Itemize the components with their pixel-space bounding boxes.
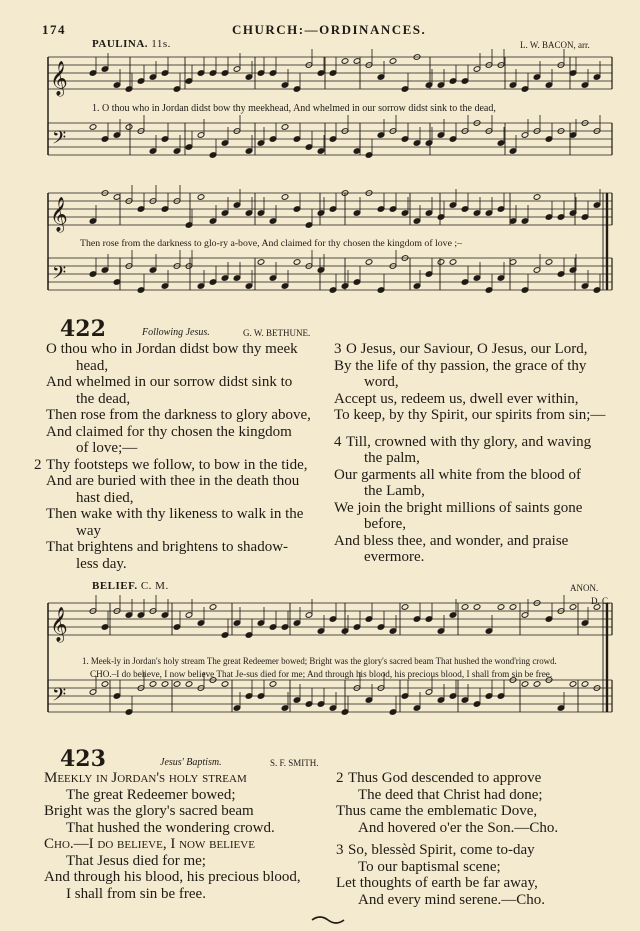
tune2-lyric-line2: CHO.–I do believe, I now believe That Je-sus died for me; And through his blood, his precious blood, I shall from sin be free. bbox=[90, 669, 553, 679]
svg-text:𝄞: 𝄞 bbox=[50, 61, 68, 96]
svg-text:𝄢: 𝄢 bbox=[52, 685, 67, 710]
hymn-author: G. W. BETHUNE. bbox=[243, 328, 311, 338]
tune2-lyric-line1: 1. Meek-ly in Jordan's holy stream The great Redeemer bowed; Bright was the glory's sacred beam That hushed the wond'ring crowd. bbox=[82, 656, 557, 666]
hymn-number-422: 422 bbox=[60, 316, 106, 342]
page-number: 174 bbox=[42, 22, 66, 37]
svg-text:𝄞: 𝄞 bbox=[50, 197, 68, 232]
hymn423-right-column: 2 Thus God descended to approve The deed that Christ had done; Thus came the emblematic Dove, And hovered o'er the Son.—Cho. 3 So, blessèd Spirit, come to-day To our baptismal scene; Let thoughts of earth be far away, And every mind serene.—Cho. bbox=[336, 770, 559, 908]
svg-text:𝄢: 𝄢 bbox=[52, 263, 67, 288]
hymn422-left-column: O thou who in Jordan didst bow thy meek head, And whelmed in our sorrow didst sink to the dead, Then rose from the darkness to glory above, And claimed for thy chosen the kingdom of love;— 2 Thy footsteps we follow, to bow in the tide, And are buried with thee in the death thou hast died, Then wake with thy likeness to walk in the way That brightens and brightens to shadow- less day. bbox=[34, 341, 311, 572]
hymn-subject: Following Jesus. bbox=[142, 327, 210, 338]
svg-text:𝄞: 𝄞 bbox=[50, 607, 68, 642]
dc-marking: D. C. bbox=[591, 596, 611, 606]
hymn423-subject: Jesus' Baptism. bbox=[160, 757, 222, 768]
tune1-lyric-line2: Then rose from the darkness to glo-ry a-bove, And claimed for thy chosen the kingdom of love ;– bbox=[80, 238, 462, 249]
hymn-number-423: 423 bbox=[60, 746, 106, 772]
hymn423-left-column: Meekly in Jordan's holy stream The great Redeemer bowed; Bright was the glory's sacred beam That hushed the wondering crowd. Cho.—I do believe, I now believe That Jesus died for me; And through his blood, his precious blood, I shall from sin be free. bbox=[44, 770, 301, 902]
tune2-source: ANON. bbox=[570, 583, 599, 593]
tune1-lyric-line1: 1. O thou who in Jordan didst bow thy meekhead, And whelmed in our sorrow didst sink to the dead, bbox=[92, 103, 496, 114]
tune-name: PAULINA. 11s. bbox=[92, 38, 171, 50]
hymn422-right-column: 3 O Jesus, our Saviour, O Jesus, our Lord, By the life of thy passion, the grace of thy word, Accept us, redeem us, dwell ever within, To keep, by thy Spirit, our spirits from sin;— 4 Till, crowned with thy glory, and waving the palm, Our garments all white from the blood of the Lamb, We join the bright millions of saints gone before, And bless thee, and wonder, and praise evermore. bbox=[334, 341, 606, 565]
running-title: CHURCH:—ORDINANCES. bbox=[232, 22, 427, 37]
tune2-name: BELIEF. C. M. bbox=[92, 580, 169, 592]
hymn423-author: S. F. SMITH. bbox=[270, 758, 319, 768]
svg-text:𝄢: 𝄢 bbox=[52, 128, 67, 153]
arranger: L. W. BACON, arr. bbox=[520, 40, 590, 50]
